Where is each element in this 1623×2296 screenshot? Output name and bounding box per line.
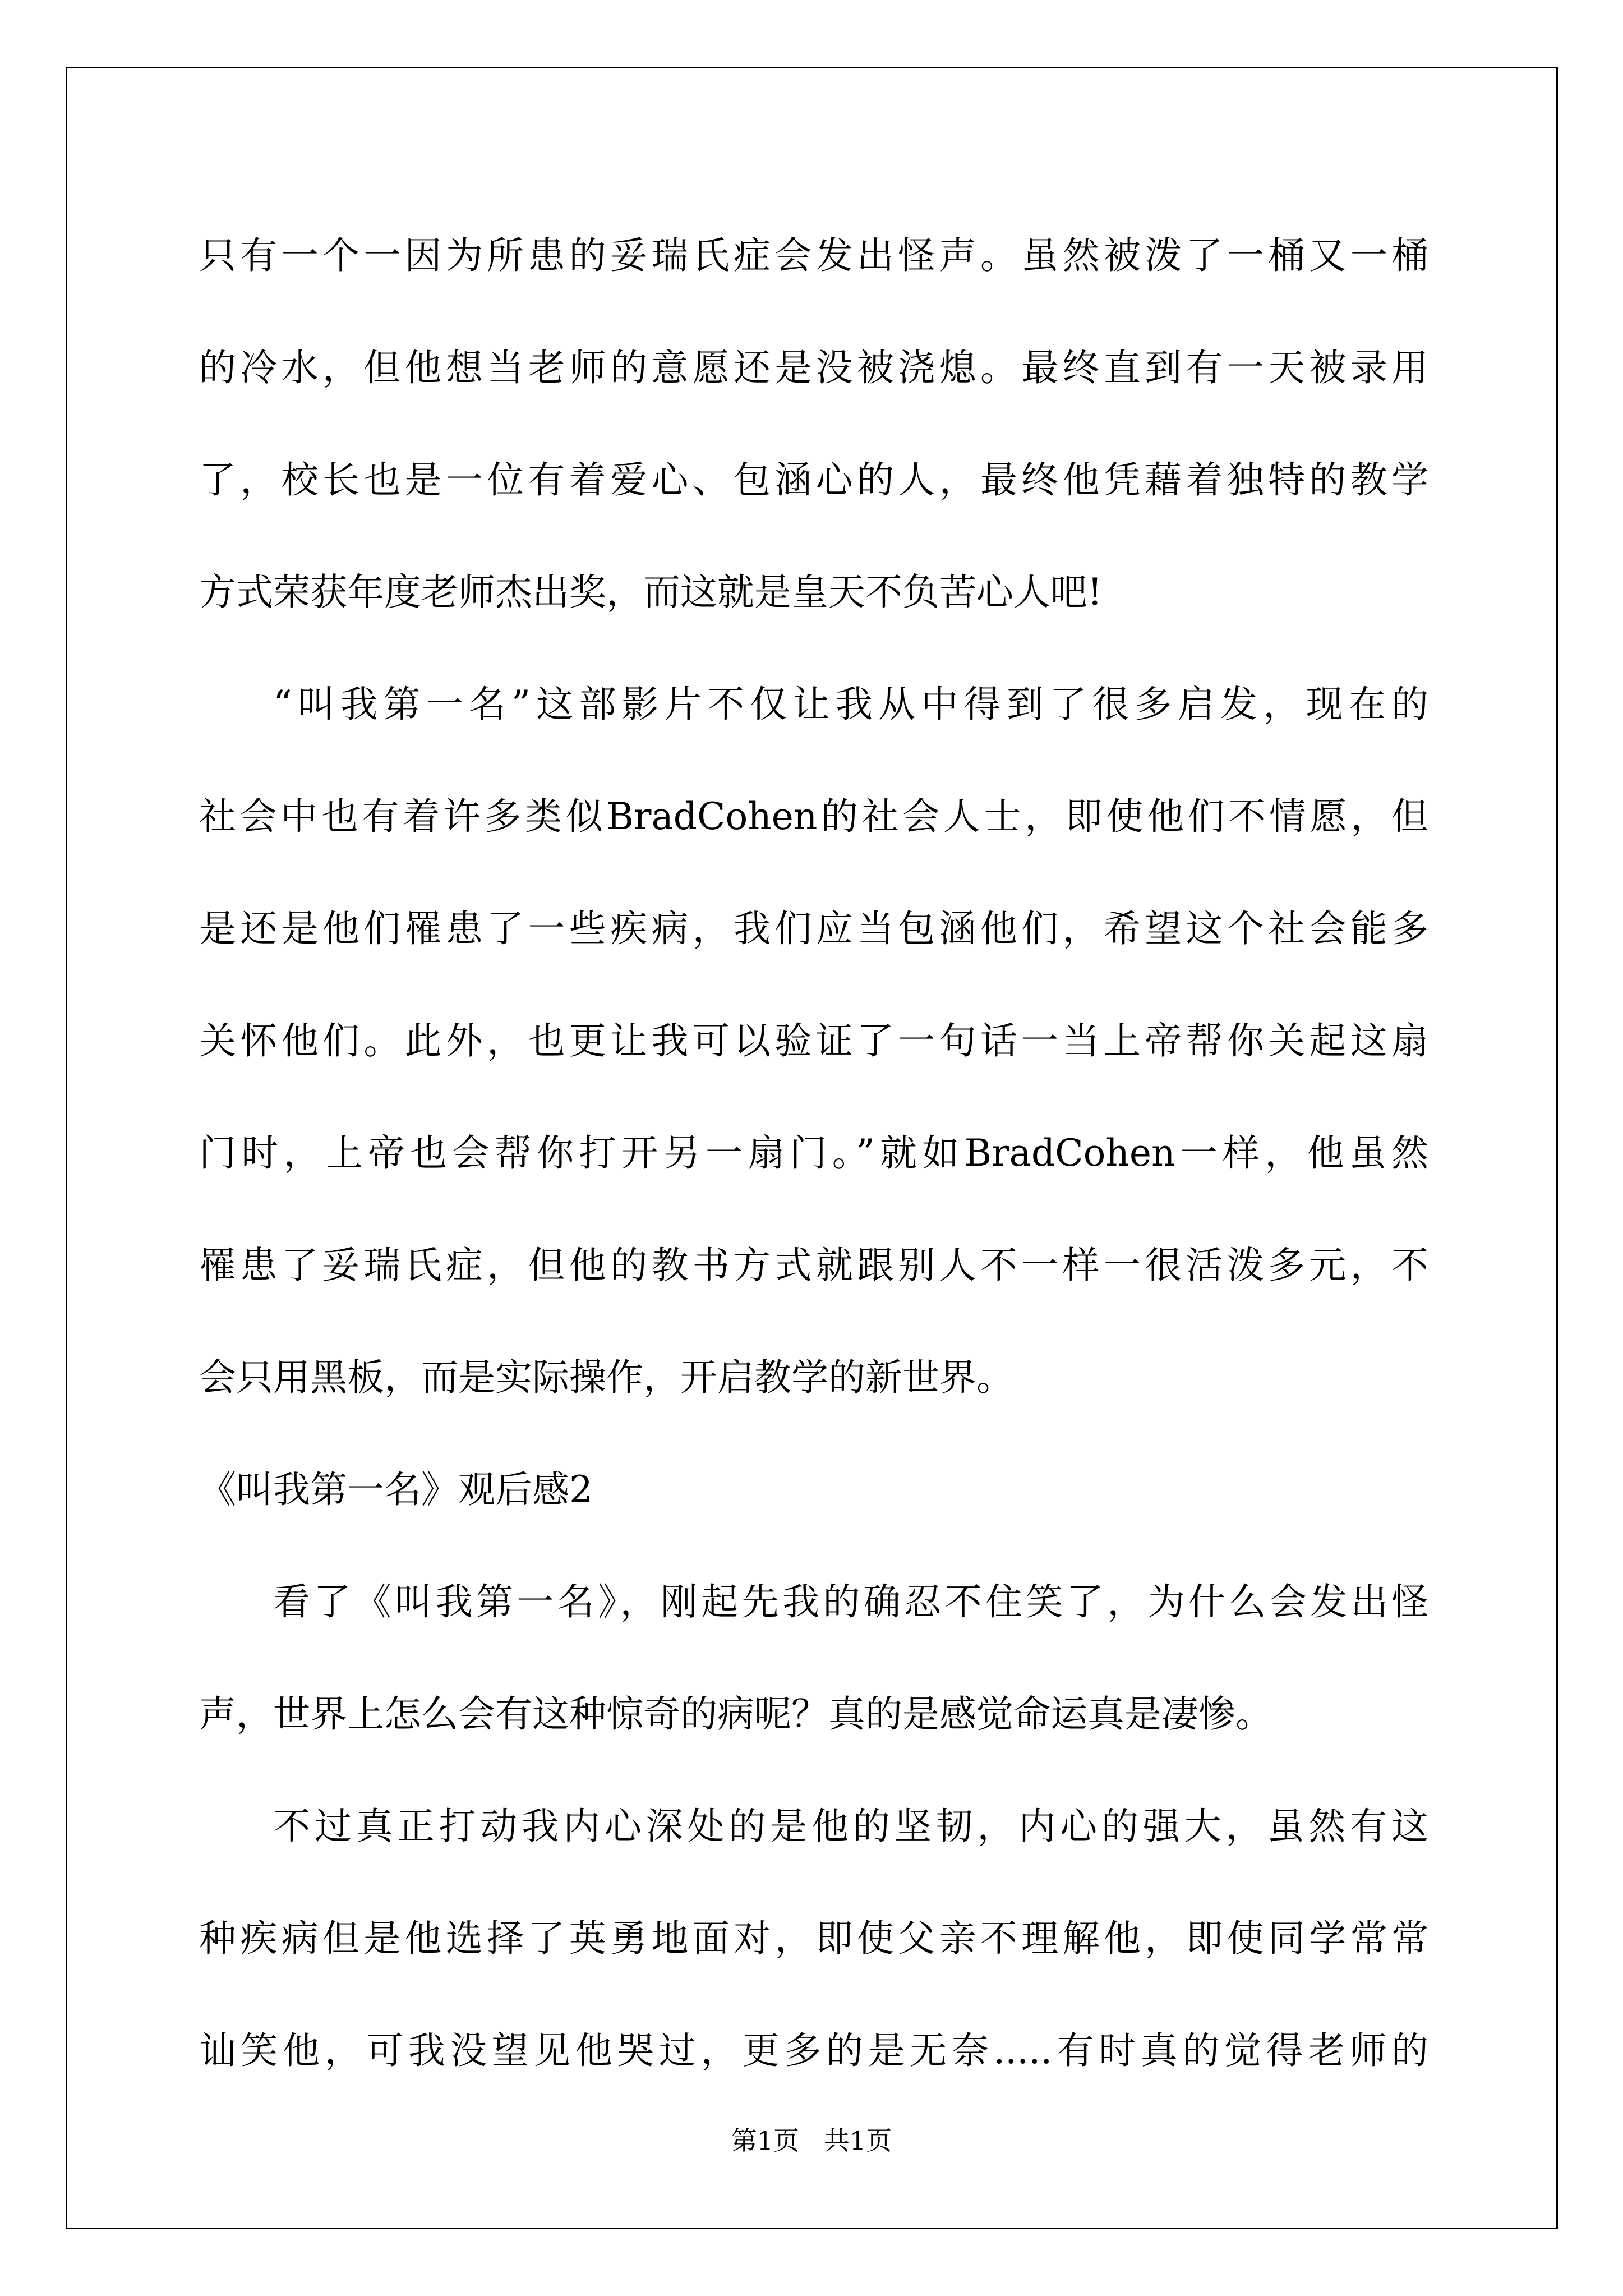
text-line: 的冷水，但他想当老师的意愿还是没被浇熄。最终直到有一天被录用 (199, 346, 1428, 389)
text-line: 关怀他们。此外，也更让我可以验证了一句话一当上帝帮你关起这扇 (199, 1019, 1428, 1062)
text-line: 罹患了妥瑞氏症，但他的教书方式就跟别人不一样一很活泼多元，不 (199, 1244, 1428, 1287)
text-line: 讪笑他，可我没望见他哭过，更多的是无奈.....有时真的觉得老师的 (199, 2029, 1428, 2072)
section-heading (199, 1434, 1428, 1546)
paragraph-movie-reflection (199, 648, 1428, 1434)
text-line: 不过真正打动我内心深处的是他的坚韧，内心的强大，虽然有这 (273, 1805, 1428, 1848)
text-line: 是还是他们罹患了一些疾病，我们应当包涵他们，希望这个社会能多 (199, 907, 1428, 950)
text-line: “叫我第一名”这部影片不仅让我从中得到了很多启发，现在的 (273, 683, 1428, 726)
page-footer: 第1页 共1页 (731, 2125, 892, 2156)
text-line: 会只用黑板，而是实际操作，开启教学的新世界。 (199, 1356, 1013, 1399)
text-line: 门时，上帝也会帮你打开另一扇门。”就如BradCohen一样，他虽然 (199, 1131, 1428, 1175)
text-line: 只有一个一因为所患的妥瑞氏症会发出怪声。虽然被泼了一桶又一桶 (199, 234, 1428, 277)
section-title: 《叫我第一名》观后感2 (199, 1468, 593, 1511)
text-line: 方式荣获年度老师杰出奖，而这就是皇天不负苦心人吧! (199, 570, 1103, 614)
paragraph-resilience (199, 1770, 1428, 2107)
text-line: 看了《叫我第一名》，刚起先我的确忍不住笑了，为什么会发出怪 (273, 1580, 1428, 1623)
paragraph-continuation (199, 200, 1428, 648)
document-body (199, 200, 1428, 2107)
text-line: 种疾病但是他选择了英勇地面对，即使父亲不理解他，即使同学常常 (199, 1917, 1428, 1960)
text-line: 社会中也有着许多类似BradCohen的社会人士，即使他们不情愿，但 (199, 795, 1428, 838)
paragraph-first-impression (199, 1546, 1428, 1770)
text-line: 了，校长也是一位有着爱心、包涵心的人，最终他凭藉着独特的教学 (199, 458, 1428, 501)
text-line: 声，世界上怎么会有这种惊奇的病呢？真的是感觉命运真是凄惨。 (199, 1692, 1272, 1736)
